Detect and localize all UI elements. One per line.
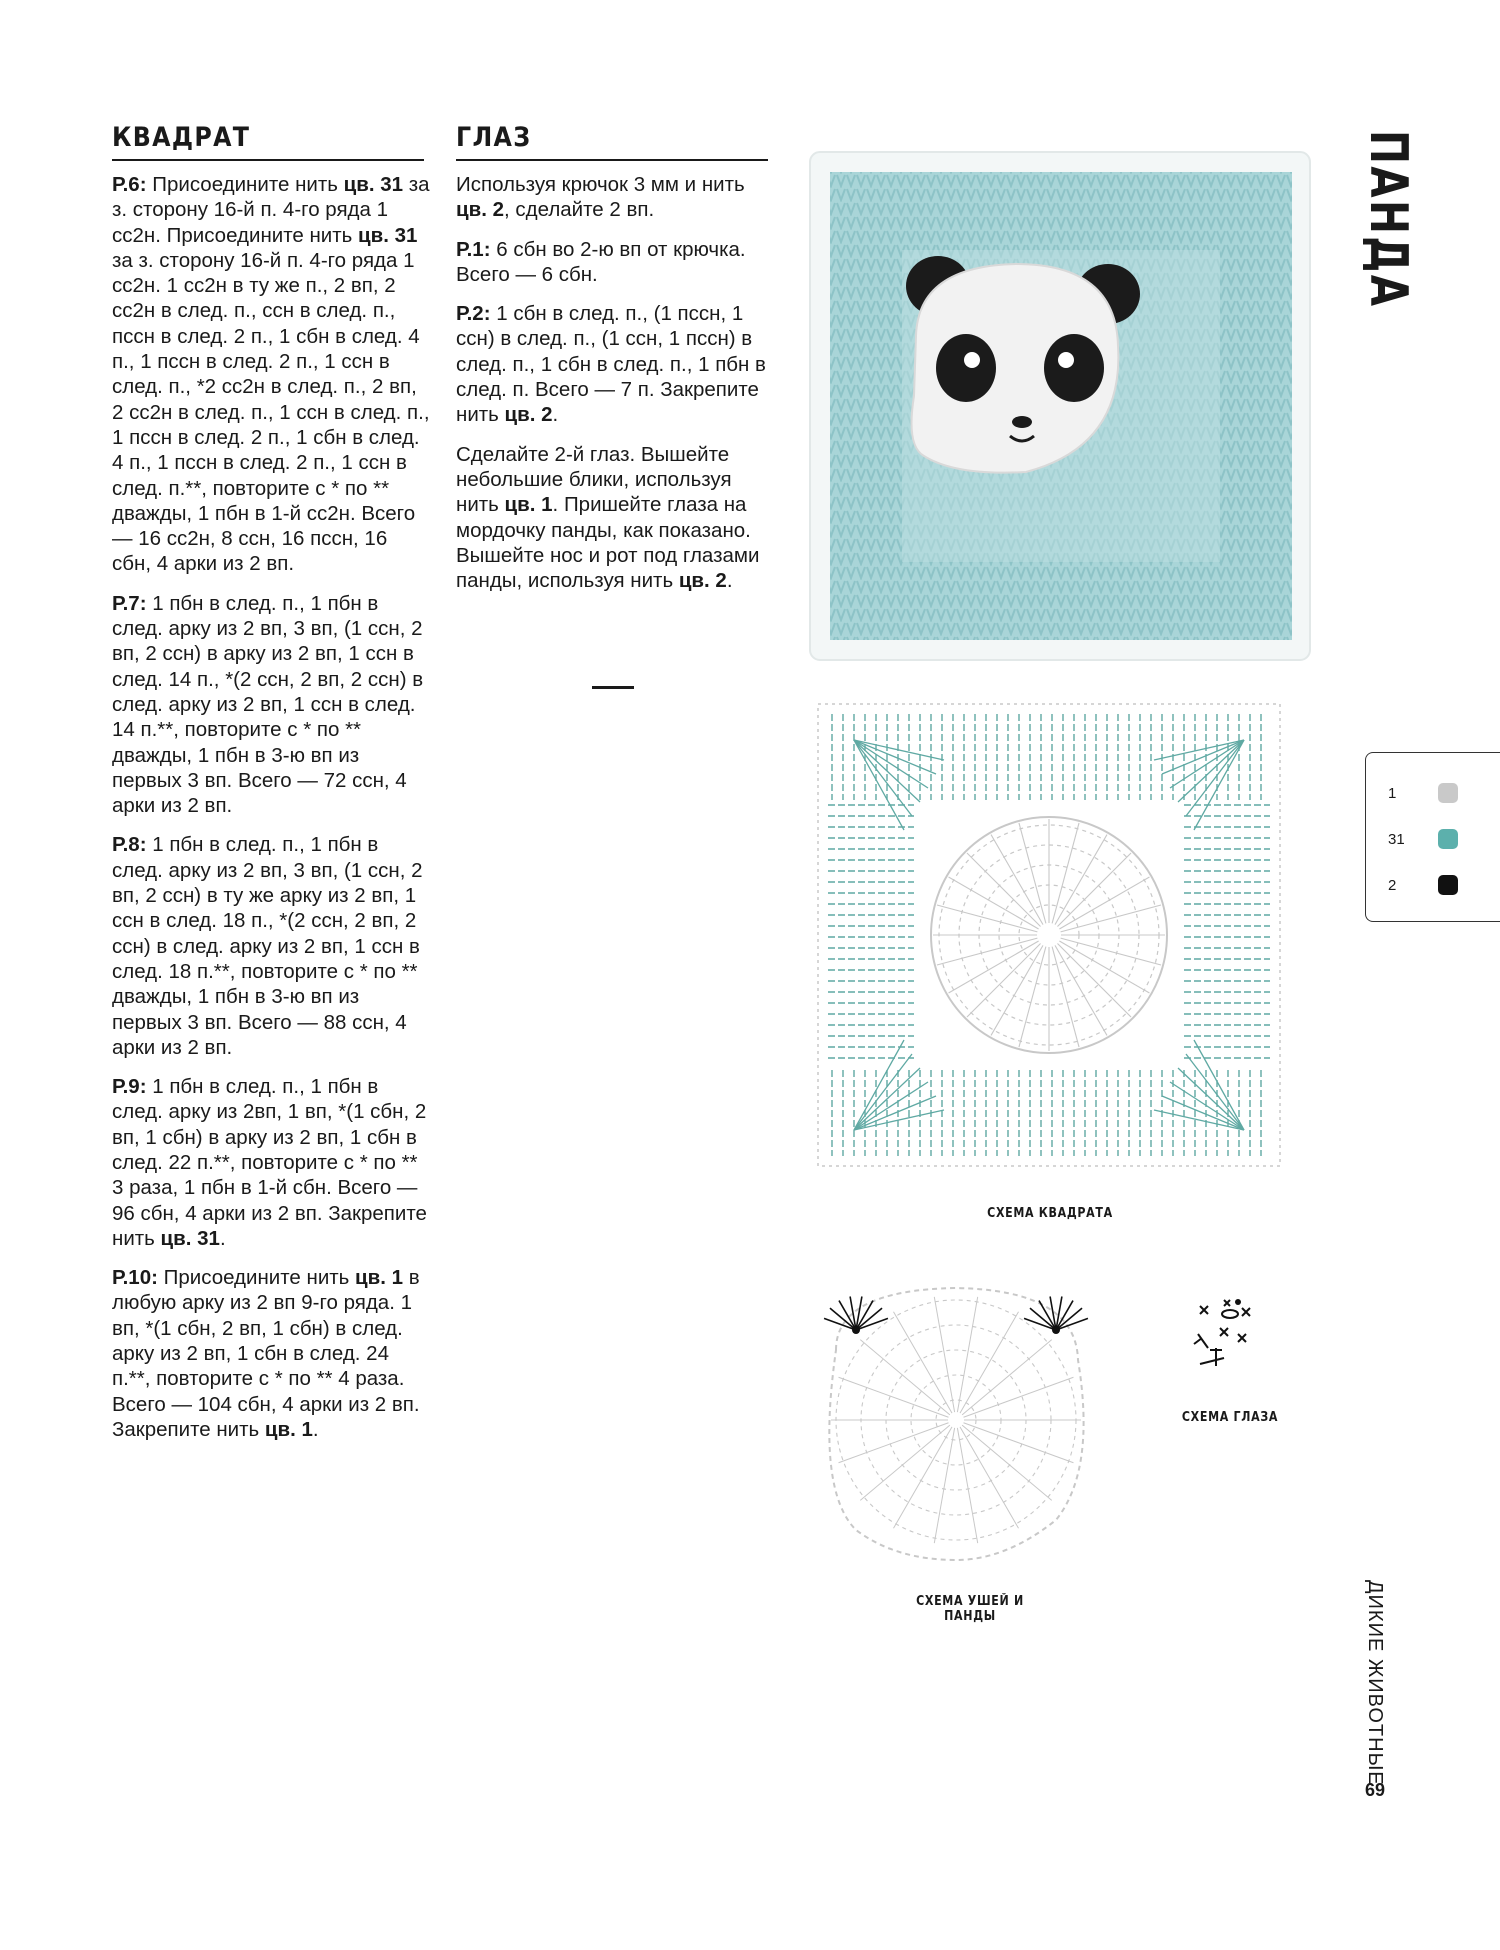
column-eye: [456, 122, 768, 607]
section-label: ДИКИЕ ЖИВОТНЫЕ: [1364, 1580, 1386, 1786]
ears-and-panda-chart: [806, 1270, 1116, 1570]
caption-eye: СХЕМА ГЛАЗА: [1181, 1410, 1279, 1425]
swatch-color-1: [1438, 783, 1458, 803]
page-title: ПАНДА: [1358, 130, 1418, 309]
square-paragraph: Р.10: Присоедините нить цв. 1 в любую арку из 2 вп 9-го ряда. 1 вп, *(1 сбн, 2 вп, 1 сбн) в след. арку из 2 вп, 1 сбн в след. 24 п.**, повторите с * по ** 4 раза. Всего — 104 сбн, 4 арки из 2 вп. Закрепите нить цв. 1.: [112, 1266, 420, 1441]
square-paragraph: Р.7: 1 пбн в след. п., 1 пбн в след. арку из 2 вп, 3 вп, (1 ссн, 2 вп, 2 ссн) в арку из 2 вп, 1 ссн в след. 14 п., *(2 ссн, 2 вп, 2 ссн) в след. арку из 2 вп, 1 ссн в след. 14 п.**, повторите с * по ** дважды, 1 пбн в 3-ю вп из первых 3 вп. Всего — 72 ссн, 4 арки из 2 вп.: [112, 591, 424, 818]
square-paragraph: Р.8: 1 пбн в след. п., 1 пбн в след. арку из 2 вп, 3 вп, (1 ссн, 2 вп, 2 ссн) в ту же арку из 2 вп, 1 ссн в след. 18 п., *(2 ссн, 2 вп, 2 ссн) в след. арку из 2 вп, 1 ссн в след. 18 п.**, повторите с * по ** дважды, 1 пбн в 3-ю вп из первых 3 вп. Всего — 88 ссн, 4 арки из 2 вп.: [112, 833, 423, 1059]
panda-square-photo: [806, 146, 1316, 666]
square-chart-diagram: [814, 700, 1284, 1170]
square-paragraph: Р.9: 1 пбн в след. п., 1 пбн в след. арку из 2вп, 1 вп, *(1 сбн, 2 вп, 1 сбн) в арку из 2 вп, 1 сбн в след. 22 п.**, повторите с * по ** 3 раза, 1 пбн в 1-й сбн. Всего — 96 сбн, 4 арки из 2 вп. Закрепите нить цв. 31.: [112, 1075, 427, 1250]
end-dash: [592, 686, 634, 689]
square-paragraph: Р.6: Присоедините нить цв. 31 за з. сторону 16-й п. 4-го ряда 1 сс2н. Присоедините нить цв. 31 за з. сторону 16-й п. 4-го ряда 1 сс2н. 1 сс2н в ту же п., 2 вп, 2 сс2н в след. п., ссн в след. п., пссн в след. 2 п., 1 сбн в след. 4 п., 1 пссн в след. 2 п., 1 ссн в след. п., *2 сс2н в след. п., 2 вп, 2 сс2н в след. п., 1 ссн в след. п., 1 пссн в след. 2 п., 1 сбн в след. 4 п., 1 пссн в след. 2 п., 1 ссн в след. п.**, повторите с * по ** дважды, 1 пбн в 1-й сс2н. Всего — 16 сс2н, 8 ссн, 16 пссн, 16 сбн, 4 арки из 2 вп.: [112, 173, 430, 576]
heading-rule: [112, 159, 424, 161]
heading-square: КВАДРАТ: [112, 122, 251, 153]
column-square: [112, 122, 430, 1456]
heading-rule: [456, 159, 768, 161]
heading-eye: ГЛАЗ: [456, 122, 532, 153]
eye-paragraph: Используя крючок 3 мм и нить цв. 2, сделайте 2 вп.: [456, 173, 745, 222]
eye-chart: [1180, 1286, 1270, 1376]
caption-ears: СХЕМА УШЕЙ И ПАНДЫ: [916, 1594, 1024, 1624]
page-number: 69: [1365, 1780, 1386, 1800]
swatch-color-2: [1438, 875, 1458, 895]
caption-square: СХЕМА КВАДРАТА: [987, 1206, 1113, 1221]
eye-paragraph: Сделайте 2-й глаз. Вышейте небольшие блики, используя нить цв. 1. Пришейте глаза на мордочку панды, как показано. Вышейте нос и рот под глазами панды, используя нить цв. 2.: [456, 442, 760, 593]
eye-instructions: [456, 172, 768, 593]
swatch-color-31: [1438, 829, 1458, 849]
eye-paragraph: Р.2: 1 сбн в след. п., (1 пссн, 1 ссн) в след. п., (1 ссн, 1 пссн) в след. п., 1 сбн в след. п., 1 пбн в след. п. Всего — 7 п. Закрепите нить цв. 2.: [456, 302, 766, 427]
square-instructions: [112, 172, 430, 1442]
color-legend: 1 31 2: [1365, 752, 1500, 922]
eye-paragraph: Р.1: 6 сбн во 2-ю вп от крючка. Всего — 6 сбн.: [456, 237, 746, 286]
